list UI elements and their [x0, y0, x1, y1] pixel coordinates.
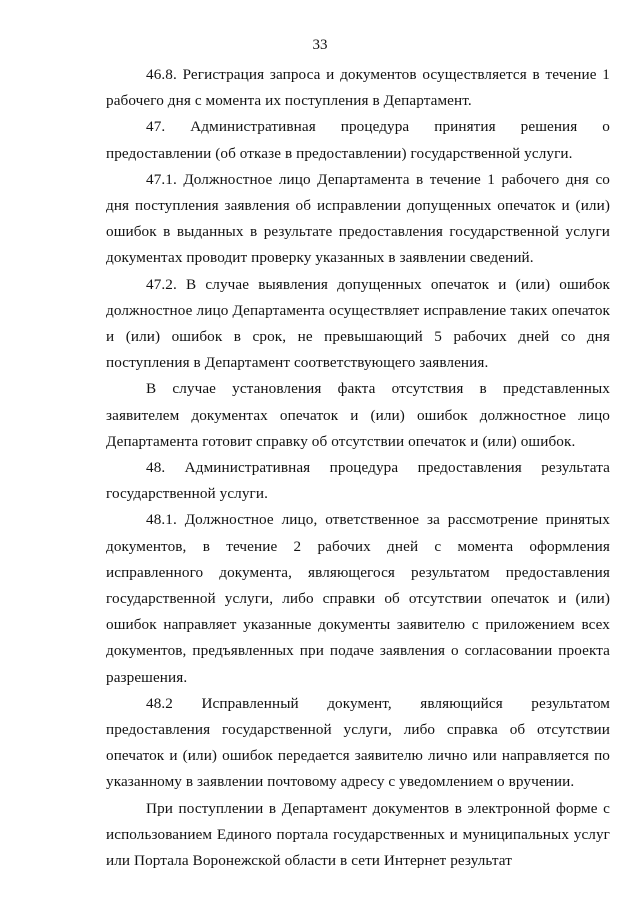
paragraph-47: 47. Административная процедура принятия решения о предоставлении (об отказе в предоставлении) государственной услуги.	[106, 118, 610, 162]
paragraph-48-1: 48.1. Должностное лицо, ответственное за рассмотрение принятых документов, в течение 2 рабочих дней с момента оформления исправленного документа, являющегося результатом предоставления государственной услуги, либо справки об отсутствии опечаток и (или) ошибок направляет указанные документы заявителю с приложением всех документов, предъявленных при подаче заявления о согласовании проекта разрешения.	[106, 511, 610, 686]
page-number: 33	[312, 37, 328, 53]
paragraph-no-errors-found: В случае установления факта отсутствия в представленных заявителем документах опечаток и (или) ошибок должностное лицо Департамента готовит справку об отсутствии опечаток и (или) ошибок.	[106, 380, 610, 450]
paragraph-electronic-submission: При поступлении в Департамент документов в электронной форме с использованием Единого портала государственных и муниципальных услуг или Портала Воронежской области в сети Интернет результат	[106, 799, 610, 870]
paragraph-47-2: 47.2. В случае выявления допущенных опечаток и (или) ошибок должностное лицо Департамента осуществляет исправление таких опечаток и (или) ошибок в срок, не превышающий 5 рабочих дней со дня поступления в Департамент соответствующего заявления.	[106, 275, 610, 372]
paragraph-47-1: 47.1. Должностное лицо Департамента в течение 1 рабочего дня со дня поступления заявления об исправлении допущенных опечаток и (или) ошибок в выданных в результате предоставления государственной услуги документах проводит проверку указанных в заявлении сведений.	[106, 170, 610, 267]
document-body	[106, 62, 610, 874]
paragraph-48-2: 48.2 Исправленный документ, являющийся результатом предоставления государственной услуги, либо справка об отсутствии опечаток и (или) ошибок передается заявителю лично или направляется по указанному в заявлении почтовому адресу с уведомлением о вручении.	[106, 694, 610, 791]
paragraph-48: 48. Административная процедура предоставления результата государственной услуги.	[106, 459, 610, 503]
paragraph-46-8: 46.8. Регистрация запроса и документов осуществляется в течение 1 рабочего дня с момента их поступления в Департамент.	[106, 66, 610, 110]
